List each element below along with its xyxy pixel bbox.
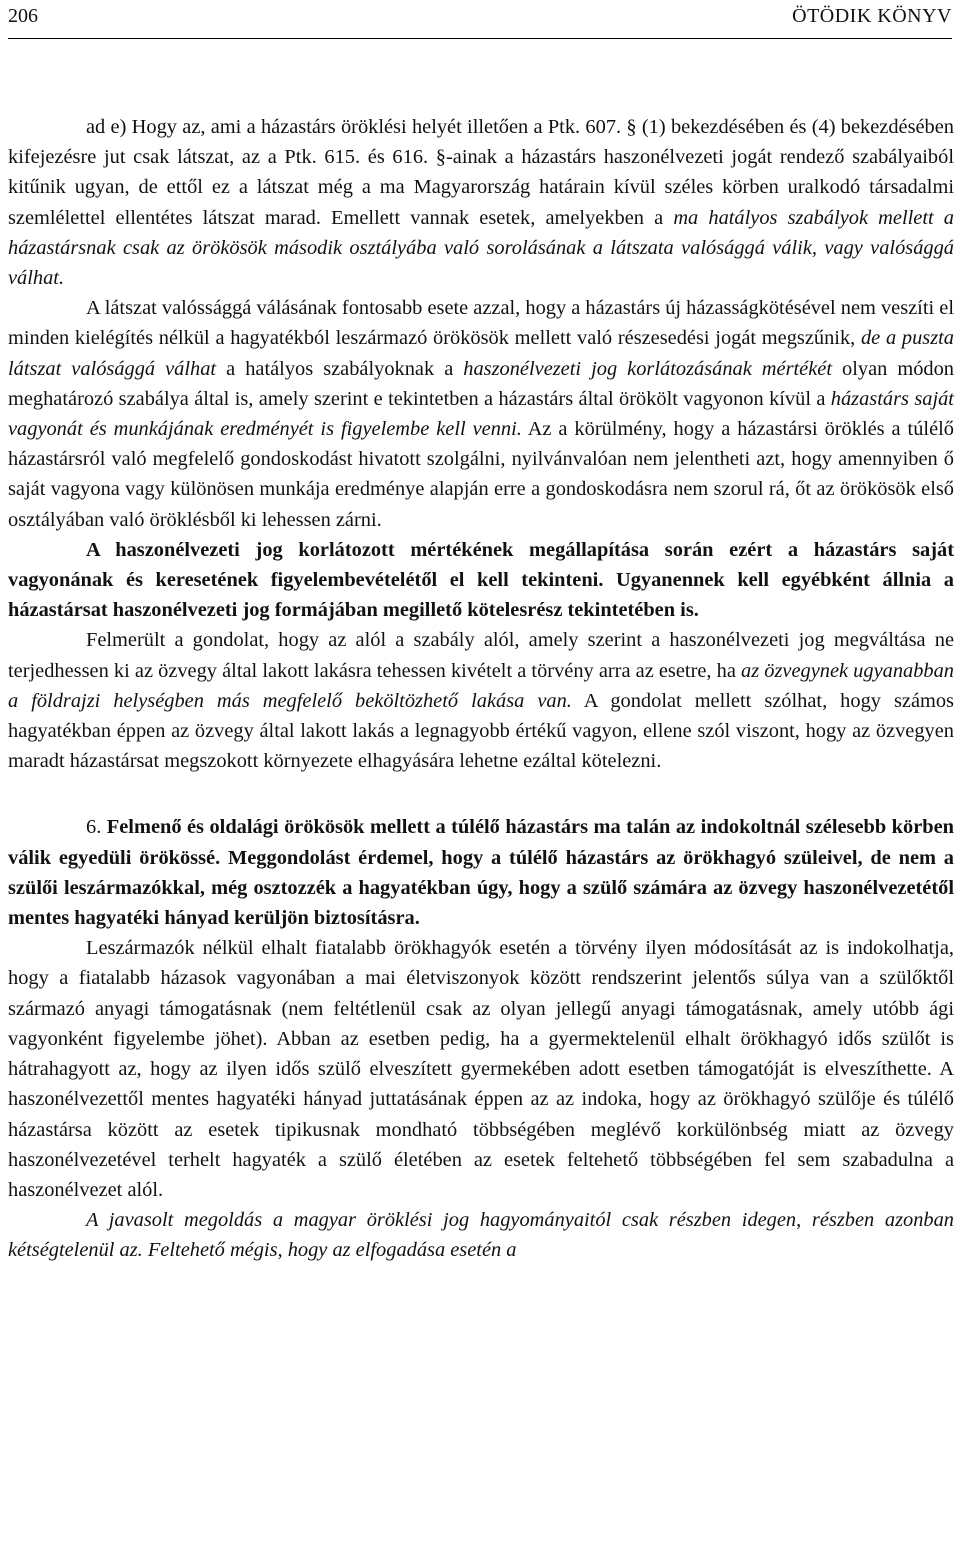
italic-run: az özvegynek ugyanabban a földrajzi helységben más megfelelő beköltözhető lakása van. bbox=[8, 659, 954, 712]
book-title: ÖTÖDIK KÖNYV bbox=[792, 5, 952, 27]
text-run: Az a körülmény, hogy a házastársi öröklés a túlélő házastársról való megfelelő gondoskodást hivatott szolgálni, nyilvánvalóan nem jelentheti azt, hogy amennyiben ő saját vagyona vagy különösen munkája eredménye alapján erre a gondoskodásra nem szorul rá, őt az örökösök első osztályában való öröklésből ki lehessen zárni. bbox=[8, 418, 954, 531]
text-run: a hatályos szabályoknak a bbox=[216, 357, 464, 380]
paragraph-6 bbox=[8, 933, 954, 1205]
text-run: Leszármazók nélkül elhalt fiatalabb örökhagyók esetén a törvény ilyen módosítását az is indokolhatja, hogy a fiatalabb házasok vagyonában a mai életviszonyok között rendszerint jelentős súlya van a szülőktől származó anyagi támogatásnak (nem feltétlenül csak az olyan jellegű anyagi támogatásnak, amely utóbb ági vagyonként figyelembe jöhet). Abban az esetben pedig, ha a gyermektelenül elhalt örökhagyó idős szülőt is hátrahagyott az, hogy az ilyen idős szülő elveszített gyermekében adott esetben támogatóját is elveszíthette. A haszonélvezettől mentes hagyatéki hányad juttatásának éppen az az indoka, hogy az örökhagyó szülője és túlélő házastársa között az esetek tipikusnak mondható többségében meglévő korkülönbség miatt az özvegy haszonélvezetével terhelt hagyaték a szülő életében az esetek feltehető többségében fel sem szabadulna a haszonélvezet alól. bbox=[8, 937, 954, 1201]
paragraph-4 bbox=[8, 625, 954, 776]
italic-run: házastárs saját vagyonát és munkájának eredményét is figyelembe kell venni. bbox=[8, 387, 954, 441]
section-number: 6. bbox=[86, 816, 107, 839]
document-body bbox=[8, 112, 954, 1266]
text-run: olyan módon meghatározó szabálya által is, amely szerint e tekintetben a házastárs által örökölt vagyonon kívül a bbox=[8, 357, 954, 410]
bold-run: Felmenő és oldalági örökösök mellett a túlélő házastárs ma talán az indokoltnál szélesebb körben válik egyedüli örökössé. Meggondolást érdemel, hogy a túlélő házastárs az örökhagyó szüleivel, de nem a szülői leszármazókkal, még osztozzék a hagyatékban úgy, hogy a szülő számára az özvegy haszonélvezetétől mentes hagyatéki hányad kerüljön biztosításra. bbox=[8, 816, 955, 930]
text-run: A gondolat mellett szólhat, hogy számos hagyatékban éppen az özvegy által lakott lakás a legnagyobb értékű vagyon, ellene szól viszont, hogy az özvegyen maradt házastársat megszokott környezete elhagyására lehetne ezáltal kötelezni. bbox=[8, 689, 954, 773]
paragraph-7 bbox=[8, 1205, 954, 1265]
paragraph-5 bbox=[8, 812, 954, 933]
paragraph-2 bbox=[8, 293, 954, 535]
text-run: ad e) Hogy az, ami a házastárs öröklési helyét illetően a Ptk. 607. § (1) bekezdésében és (4) bekezdésében kifejezésre jut csak látszat, az a Ptk. 615. és 616. §-ainak a házastárs haszonélvezeti jogát rendező szabályaiból kitűnik ugyan, de ettől ez a látszat még a ma Magyarország határain kívül széles körben uralkodó társadalmi szemlélettel ellentétes látszat marad. Emellett vannak esetek, amelyekben a bbox=[8, 116, 954, 229]
italic-run: A javasolt megoldás a magyar öröklési jog hagyományaitól csak részben idegen, részben azonban kétségtelenül az. Feltehető mégis, hogy az elfogadása esetén a bbox=[8, 1209, 954, 1262]
italic-run: de a puszta látszat valósággá válhat bbox=[8, 327, 954, 380]
text-run: A látszat valóssággá válásának fontosabb esete azzal, hogy a házastárs új házasságkötésével nem veszíti el minden kielégítés nélkül a hagyatékból leszármazó örökösök mellett való részesedési jogát megszűnik, bbox=[8, 297, 954, 350]
page-number: 206 bbox=[8, 5, 38, 27]
italic-run: ma hatályos szabályok mellett a házastársnak csak az örökösök második osztályába való sorolásának a látszata valósággá válik, vagy valósággá válhat. bbox=[8, 206, 954, 290]
italic-run: haszonélvezeti jog korlátozásának mértékét bbox=[463, 357, 832, 380]
paragraph-3 bbox=[8, 535, 954, 626]
page-header bbox=[8, 0, 952, 39]
text-run: Felmerült a gondolat, hogy az alól a szabály alól, amely szerint a haszonélvezeti jog megváltása ne terjedhessen ki az özvegy által lakott lakásra tehessen kivételt a törvény arra az esetre, ha bbox=[8, 629, 954, 682]
bold-run: A haszonélvezeti jog korlátozott mértékének megállapítása során ezért a házastárs saját vagyonának és keresetének figyelembevételétől el kell tekinteni. Ugyanennek kell egyébként állnia a házastársat haszonélvezeti jog formájában megillető kötelesrész tekintetében is. bbox=[8, 538, 954, 622]
paragraph-1 bbox=[8, 112, 954, 293]
